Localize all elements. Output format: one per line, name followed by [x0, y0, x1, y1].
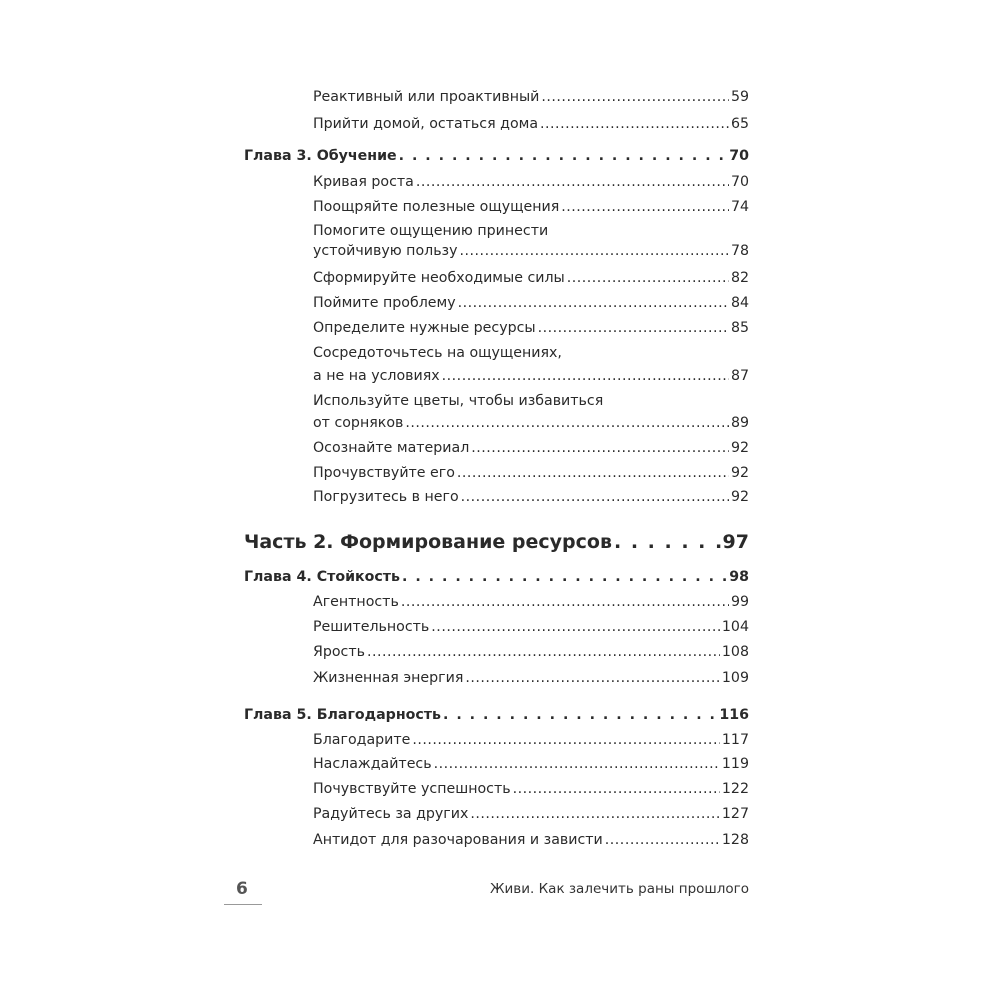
- toc-title: Жизненная энергия: [313, 670, 464, 686]
- toc-entry: [313, 641, 749, 664]
- toc-entry: [313, 113, 749, 136]
- toc-page: 89: [730, 415, 749, 431]
- toc-entry: [313, 412, 749, 435]
- dot-leader: [470, 803, 720, 826]
- toc-chapter: [244, 145, 749, 168]
- toc-title: Наслаждайтесь: [313, 756, 432, 772]
- toc-chapter: [244, 704, 749, 727]
- toc-entry: [313, 486, 749, 509]
- toc-title: Реактивный или проактивный: [313, 89, 540, 105]
- toc-page: 59: [730, 89, 749, 105]
- toc-title: Ярость: [313, 644, 365, 660]
- toc-entry: [313, 803, 749, 826]
- toc-page: 84: [730, 295, 749, 311]
- toc-title: Погрузитесь в него: [313, 489, 459, 505]
- toc-title: Агентность: [313, 594, 399, 610]
- toc-title: от сорняков: [313, 415, 404, 431]
- toc-title: Поймите проблему: [313, 295, 456, 311]
- toc-title: Прочувствуйте его: [313, 465, 455, 481]
- running-title: Живи. Как залечить раны прошлого: [489, 881, 749, 897]
- toc-entry: [313, 171, 749, 194]
- toc-title: Прийти домой, остаться дома: [313, 116, 539, 132]
- toc-entry-line1: Сосредоточьтесь на ощущениях,: [313, 345, 562, 361]
- toc-title: Сформируйте необходимые силы: [313, 270, 565, 286]
- toc-title: Радуйтесь за других: [313, 806, 469, 822]
- dot-leader: [416, 171, 729, 194]
- dot-leader: [399, 145, 728, 168]
- dot-leader: [471, 437, 729, 460]
- dot-leader: [541, 86, 729, 109]
- dot-leader: [461, 486, 729, 509]
- dot-leader: [540, 113, 729, 136]
- dot-leader: [614, 531, 721, 554]
- toc-title: устойчивую пользу: [313, 243, 458, 259]
- toc-page: 104: [721, 619, 749, 635]
- toc-page: 108: [721, 644, 749, 660]
- toc-entry-line1: Используйте цветы, чтобы избавиться: [313, 393, 604, 409]
- toc-page: 128: [721, 832, 749, 848]
- toc-entry: [313, 292, 749, 315]
- toc-title: Поощряйте полезные ощущения: [313, 199, 560, 215]
- dot-leader: [367, 641, 720, 664]
- dot-leader: [561, 196, 729, 219]
- toc-entry: [313, 437, 749, 460]
- toc-entry: [313, 667, 749, 690]
- toc-title: Кривая роста: [313, 174, 414, 190]
- footer-rule: [224, 904, 262, 905]
- toc-part: [244, 531, 749, 554]
- toc-entry: [313, 317, 749, 340]
- toc-entry: [313, 86, 749, 109]
- dot-leader: [460, 240, 729, 263]
- dot-leader: [401, 591, 729, 614]
- toc-page: 82: [730, 270, 749, 286]
- toc-title: Почувствуйте успешность: [313, 781, 511, 797]
- toc-entry: [313, 778, 749, 801]
- dot-leader: [567, 267, 729, 290]
- toc-entry: [313, 240, 749, 263]
- toc-page: 78: [730, 243, 749, 259]
- toc-title: Определите нужные ресурсы: [313, 320, 536, 336]
- toc-title: Решительность: [313, 619, 430, 635]
- toc-page: 70: [729, 148, 749, 164]
- toc-page: 109: [721, 670, 749, 686]
- dot-leader: [605, 829, 720, 852]
- toc-page: 119: [721, 756, 749, 772]
- toc-title: Благодарите: [313, 732, 411, 748]
- toc-page: 87: [730, 368, 749, 384]
- toc-entry: [313, 365, 749, 388]
- toc-entry: [313, 462, 749, 485]
- dot-leader: [513, 778, 720, 801]
- toc-title: Часть 2. Формирование ресурсов: [244, 531, 612, 553]
- toc-entry: [313, 753, 749, 776]
- toc-entry: [313, 616, 749, 639]
- dot-leader: [538, 317, 729, 340]
- dot-leader: [443, 704, 717, 727]
- toc-page: 127: [721, 806, 749, 822]
- toc-page: 74: [730, 199, 749, 215]
- toc-title: а не на условиях: [313, 368, 440, 384]
- toc-page: 99: [730, 594, 749, 610]
- toc-page: 70: [730, 174, 749, 190]
- toc-page: 92: [730, 440, 749, 456]
- toc-page: 116: [719, 707, 749, 723]
- toc-chapter: [244, 566, 749, 589]
- toc-title: Глава 4. Стойкость: [244, 569, 401, 585]
- toc-entry-line1: Помогите ощущению принести: [313, 223, 549, 239]
- toc-page: 92: [730, 489, 749, 505]
- toc-page: 117: [721, 732, 749, 748]
- toc-page: 122: [721, 781, 749, 797]
- dot-leader: [465, 667, 720, 690]
- toc-title: Глава 3. Обучение: [244, 148, 397, 164]
- toc-entry: [313, 196, 749, 219]
- toc-page: 92: [730, 465, 749, 481]
- toc-entry: [313, 829, 749, 852]
- toc-entry: [313, 591, 749, 614]
- toc-title: Глава 5. Благодарность: [244, 707, 441, 723]
- dot-leader: [405, 412, 729, 435]
- dot-leader: [442, 365, 729, 388]
- dot-leader: [458, 292, 729, 315]
- toc-page: 98: [729, 569, 749, 585]
- dot-leader: [457, 462, 729, 485]
- toc-title: Антидот для разочарования и зависти: [313, 832, 603, 848]
- dot-leader: [431, 616, 720, 639]
- toc-page: 85: [730, 320, 749, 336]
- toc-title: Осознайте материал: [313, 440, 470, 456]
- dot-leader: [434, 753, 720, 776]
- toc-entry: [313, 267, 749, 290]
- dot-leader: [402, 566, 727, 589]
- dot-leader: [412, 729, 720, 752]
- toc-page: 65: [730, 116, 749, 132]
- toc-entry: [313, 729, 749, 752]
- page-number: 6: [236, 879, 248, 899]
- toc-page: 97: [722, 531, 749, 553]
